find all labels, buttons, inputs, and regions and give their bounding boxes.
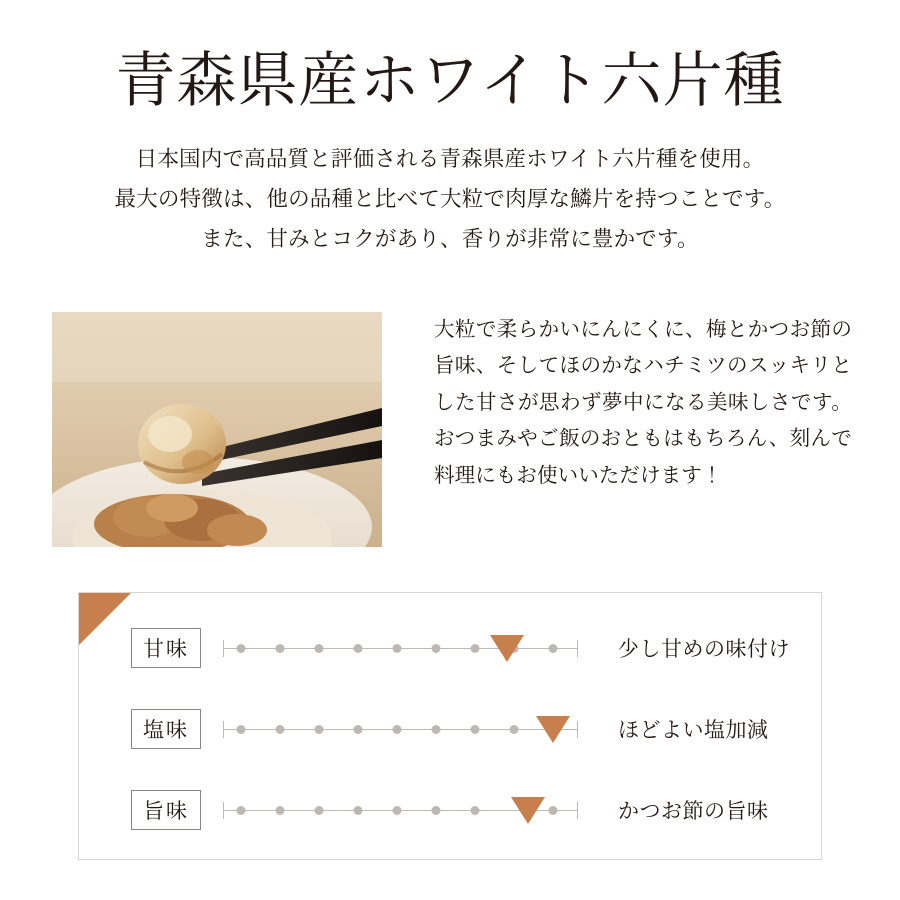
taste-chart	[78, 592, 822, 860]
scale-dot	[314, 725, 323, 734]
scale-dot	[432, 725, 441, 734]
taste-label-saltiness: 塩味	[131, 709, 201, 749]
taste-scale-umami	[223, 787, 578, 833]
scale-dot	[392, 806, 401, 815]
scale-cap-right	[577, 640, 578, 657]
scale-dot	[510, 725, 519, 734]
scale-dot	[549, 806, 558, 815]
taste-marker-umami	[511, 797, 545, 824]
scale-dot	[314, 644, 323, 653]
scale-dot	[314, 806, 323, 815]
scale-dot	[471, 725, 480, 734]
scale-dot	[275, 725, 284, 734]
scale-dot	[549, 644, 558, 653]
product-photo	[52, 312, 382, 547]
scale-dot	[275, 644, 284, 653]
scale-dot	[432, 644, 441, 653]
scale-dot	[471, 806, 480, 815]
taste-marker-sweetness	[490, 635, 524, 662]
scale-dot	[353, 806, 362, 815]
lead-line-1: 日本国内で高品質と評価される青森県産ホワイト六片種を使用。	[135, 147, 765, 171]
taste-label-sweetness: 甘味	[131, 628, 201, 668]
scale-dot	[353, 725, 362, 734]
taste-note-sweetness: 少し甘めの味付け	[618, 637, 790, 661]
corner-accent-triangle	[79, 593, 131, 645]
media-row	[52, 312, 852, 547]
lead-line-2: 最大の特徴は、他の品種と比べて大粒で肉厚な鱗片を持つことです。	[114, 186, 786, 211]
taste-note-umami: かつお節の旨味	[618, 799, 769, 823]
scale-dot	[392, 725, 401, 734]
lead-line-3: また、甘みとコクがあり、香りが非常に豊かです。	[201, 226, 699, 251]
taste-note-saltiness: ほどよい塩加減	[618, 718, 769, 742]
scale-cap-right	[577, 721, 578, 738]
scale-dot	[353, 644, 362, 653]
lead-paragraph	[0, 140, 900, 259]
scale-dot	[432, 806, 441, 815]
taste-scale-saltiness	[223, 706, 578, 752]
product-description-text: 大粒で柔らかいにんにくに、梅とかつお節の旨味、そしてほのかなハチミツのスッキリとした甘さが思わず夢中になる美味しさです。おつまみやご飯のおともはもちろん、刻んで料理にもお使いいただけます！	[434, 319, 852, 487]
taste-row-sweetness	[131, 625, 791, 671]
scale-cap-left	[223, 640, 224, 657]
taste-row-umami	[131, 787, 791, 833]
scale-dot	[236, 644, 245, 653]
scale-cap-left	[223, 721, 224, 738]
scale-dot	[236, 806, 245, 815]
scale-dot	[392, 644, 401, 653]
scale-cap-right	[577, 802, 578, 819]
taste-row-saltiness	[131, 706, 791, 752]
taste-label-umami: 旨味	[131, 790, 201, 830]
taste-marker-saltiness	[536, 716, 570, 743]
scale-dot	[471, 644, 480, 653]
scale-cap-left	[223, 802, 224, 819]
scale-dot	[236, 725, 245, 734]
page-title: 青森県産ホワイト六片種	[115, 48, 785, 114]
scale-dot	[275, 806, 284, 815]
taste-scale-sweetness	[223, 625, 578, 671]
